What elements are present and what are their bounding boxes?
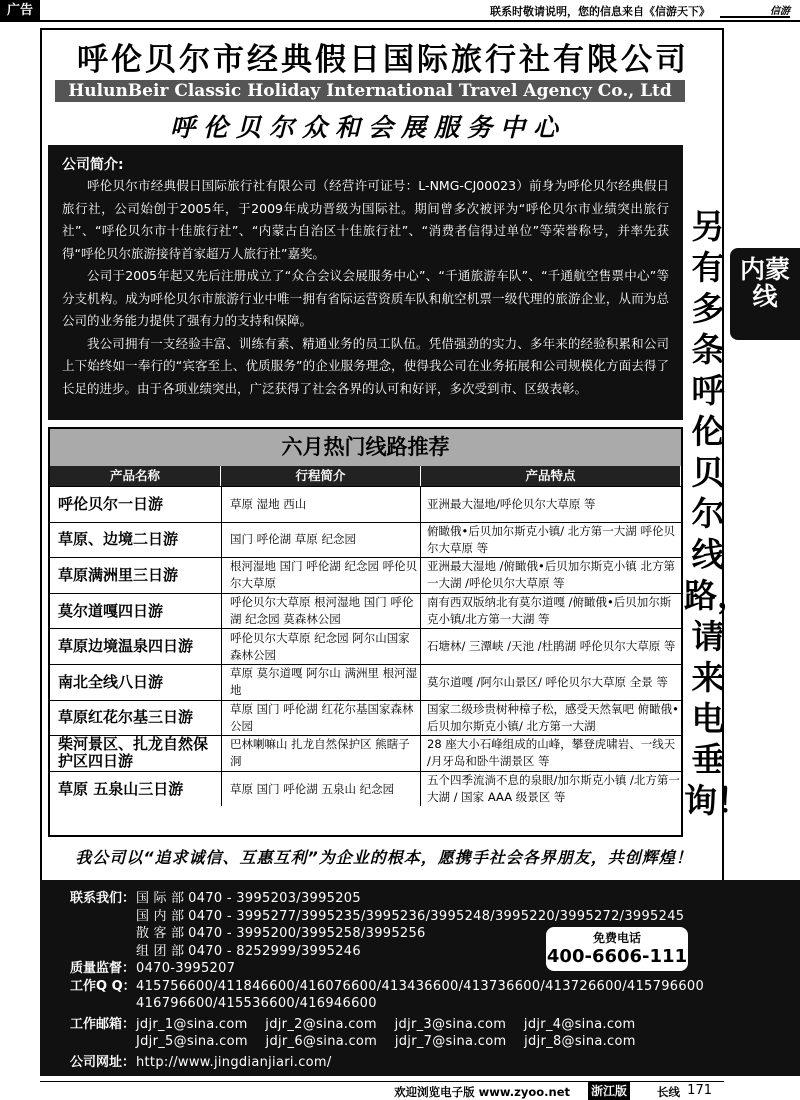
route-name: 柴河景区、扎龙自然保护区四日游 <box>58 735 209 771</box>
header-features: 产品特点 <box>421 466 681 486</box>
group-dept-label: 组团部 <box>136 943 184 959</box>
contact-label: 联系我们： <box>70 891 136 906</box>
intro-paragraph-3: 我公司拥有一支经验丰富、训练有素、精通业务的员工队伍。凭借强劲的实力、多年来的经验积累和公司上下始终如一奉行的“宾客至上、优质服务”的企业服务理念，使得我公司在业务拓展和公司规模化方面去得了长足的进步。由于各项业绩突出，广泛获得了社会各界的认可和好评，多次受到市、区级表彰。 <box>62 335 669 396</box>
route-name: 莫尔道嘎四日游 <box>58 601 164 620</box>
intl-dept-label: 国际部 <box>136 891 184 906</box>
contact-row-qq <box>70 978 800 996</box>
route-itinerary: 呼伦贝尔大草原 根河湿地 国门 呼伦湖 纪念园 莫森林公园 <box>221 594 421 629</box>
intl-dept-phone[interactable]: 0470 - 3995203/3995205 <box>188 891 361 906</box>
route-features: 亚洲最大湿地/呼伦贝尔大草原 等 <box>427 496 596 511</box>
company-name-en: HulunBeir Classic Holiday International Travel Agency Co., Ltd <box>55 80 685 102</box>
company-name-cn: 呼伦贝尔市经典假日国际旅行社有限公司 <box>77 42 689 78</box>
routes-table <box>48 427 683 837</box>
routes-title: 六月热门线路推荐 <box>50 429 681 466</box>
route-itinerary: 巴林喇嘛山 扎龙自然保护区 熊瞎子洞 <box>221 736 421 771</box>
route-features: 俯瞰俄•后贝加尔斯克小镇/ 北方第一大湖 呼伦贝尔大草原 等 <box>427 523 675 555</box>
route-name: 草原边境温泉四日游 <box>58 637 194 656</box>
route-itinerary: 呼伦贝尔大草原 纪念园 阿尔山国家森林公园 <box>221 629 421 664</box>
route-name: 草原、边境二日游 <box>58 530 179 549</box>
contact-row-intl <box>70 890 800 908</box>
footer-site-text[interactable]: 欢迎浏览电子版 www.zyoo.net <box>394 1085 570 1099</box>
contact-row-quality <box>70 960 800 978</box>
contact-row-site <box>70 1054 800 1072</box>
table-row <box>50 700 681 736</box>
contact-row-mail <box>70 1016 800 1034</box>
route-features: 国家二级珍贵树种樟子松，感受天然氧吧 俯瞰俄•后贝加尔斯克小镇/ 北方第一大湖 <box>427 701 679 733</box>
quality-label: 质量监督： <box>70 961 136 976</box>
route-itinerary: 根河湿地 国门 呼伦湖 纪念园 呼伦贝尔大草原 <box>221 558 421 593</box>
mail-addresses-2[interactable]: Jdjr_5@sina.com jdjr_6@sina.com jdjr_7@sina.com jdjr_8@sina.com <box>136 1034 636 1049</box>
service-center-name: 呼伦贝尔众和会展服务中心 <box>169 113 566 142</box>
hotline-number[interactable]: 400-6606-111 <box>546 946 688 967</box>
ad-tag: 广告 <box>0 0 40 22</box>
domestic-dept-phone[interactable]: 0470 - 3995277/3995235/3995236/3995248/3995220/3995272/3995245 <box>188 908 685 924</box>
route-features: 亚洲最大湿地 /俯瞰俄•后贝加尔斯克小镇 北方第一大湖 /呼伦贝尔大草原 等 <box>427 559 675 591</box>
route-name: 草原满洲里三日游 <box>58 565 179 584</box>
group-dept-phone[interactable]: 0470 - 8252999/3995246 <box>188 943 361 959</box>
contact-row-mail-2 <box>70 1033 800 1051</box>
table-row <box>50 522 681 558</box>
route-name: 南北全线八日游 <box>58 672 164 691</box>
individual-dept-label: 散客部 <box>136 926 184 941</box>
company-intro <box>48 145 683 420</box>
routes-header-row <box>50 466 681 486</box>
quality-phone[interactable]: 0470-3995207 <box>136 961 236 976</box>
top-notice: 联系时敬请说明，您的信息来自《信游天下》 <box>490 5 710 18</box>
individual-dept-phone[interactable]: 0470 - 3995200/3995258/3995256 <box>188 926 426 941</box>
edition-badge: 浙江版 <box>588 1082 630 1100</box>
mail-addresses-1[interactable]: jdjr_1@sina.com jdjr_2@sina.com jdjr_3@sina.com jdjr_4@sina.com <box>136 1016 636 1032</box>
route-features: 莫尔道嘎 /阿尔山景区/ 呼伦贝尔大草原 全景 等 <box>427 674 668 689</box>
footer <box>0 1082 800 1100</box>
table-row <box>50 664 681 700</box>
route-itinerary: 草原 国门 呼伦湖 五泉山 纪念园 <box>221 772 421 807</box>
qq-label: 工作Q Q： <box>70 978 136 994</box>
table-row <box>50 771 681 807</box>
contact-row-qq-2 <box>70 995 800 1013</box>
route-features: 石塘林/ 三潭峡 /天池 /杜鹃湖 呼伦贝尔大草原 等 <box>427 639 676 654</box>
hotline-label: 免费电话 <box>592 931 641 945</box>
contact-panel <box>40 880 800 1076</box>
table-row <box>50 486 681 522</box>
intro-paragraph-1: 呼伦贝尔市经典假日国际旅行社有限公司（经营许可证号：L-NMG-CJ00023）前身为呼伦贝尔经典假日旅行社，公司始创于2005年，于2009年成功晋级为国际社。期间曾多次被评为“呼伦贝尔市业绩突出旅行社”、“呼伦贝尔市十佳旅行社”、“内蒙古自治区十佳旅行社”、“消费者信得过单位”等荣誉称号，并率先获得“呼伦贝尔旅游接待首家超万人旅行社”嘉奖。 <box>62 178 669 261</box>
route-features: 28 座大小石峰组成的山峰，攀登虎啸岩、一线天 /月牙岛和卧牛湖景区 等 <box>427 737 676 769</box>
contact-row-group <box>70 943 800 961</box>
table-row <box>50 593 681 629</box>
qq-numbers-2: 416796600/415536600/416946600 <box>136 996 377 1011</box>
header-product-name: 产品名称 <box>50 466 221 486</box>
table-row <box>50 735 681 771</box>
header-itinerary: 行程简介 <box>221 466 421 486</box>
top-rule <box>40 20 800 22</box>
route-name: 草原红花尔基三日游 <box>58 708 194 727</box>
route-features: 南有西双版纳北有莫尔道嘎 /俯瞰俄•后贝加尔斯克小镇/北方第一大湖 等 <box>427 595 672 627</box>
company-slogan: 我公司以“追求诚信、互惠互利”为企业的根本，愿携手社会各界朋友，共创辉煌！ <box>75 848 693 867</box>
site-label: 公司网址： <box>70 1054 136 1070</box>
section-label: 长线 <box>657 1085 680 1099</box>
route-itinerary: 国门 呼伦湖 草原 纪念园 <box>221 523 421 558</box>
intro-title: 公司简介: <box>62 157 124 173</box>
intro-paragraph-2: 公司于2005年起又先后注册成立了“众合会议会展服务中心”、“千通旅游车队”、“千通航空售票中心”等分支机构。成为呼伦贝尔市旅游行业中唯一拥有省际运营资质车队和航空机票一级代理的旅游企业，从而为总公司的业务能力提供了强有力的支持和保障。 <box>62 268 669 328</box>
side-vertical-slogan: 另有多条呼伦贝尔线路，请来电垂询！ <box>684 207 750 820</box>
site-url[interactable]: http://www.jingdianjiari.com/ <box>136 1054 332 1070</box>
region-tab: 内蒙线 <box>730 248 800 340</box>
qq-numbers-1: 415756600/411846600/416076600/413436600/413736600/413726600/415796600 <box>136 978 705 994</box>
top-bar <box>0 0 800 22</box>
page-number: 171 <box>687 1083 712 1098</box>
mail-label: 工作邮箱： <box>70 1016 136 1032</box>
route-name: 草原 五泉山三日游 <box>58 779 184 798</box>
domestic-dept-label: 国内部 <box>136 908 184 924</box>
route-itinerary: 草原 国门 呼伦湖 红花尔基国家森林公园 <box>221 701 421 736</box>
route-itinerary: 草原 莫尔道嘎 阿尔山 满洲里 根河湿地 <box>221 665 421 700</box>
publication-logo: 信游 <box>720 2 790 18</box>
table-row <box>50 557 681 593</box>
free-hotline-box <box>546 927 688 971</box>
contact-row-individual <box>70 925 800 943</box>
route-features: 五个四季流淌不息的泉眼/加尔斯克小镇 /北方第一大湖 / 国家 AAA 级景区 等 <box>427 773 680 805</box>
route-name: 呼伦贝尔一日游 <box>58 494 164 513</box>
contact-row-domestic <box>70 908 800 926</box>
route-itinerary: 草原 湿地 西山 <box>221 487 421 522</box>
table-row <box>50 628 681 664</box>
